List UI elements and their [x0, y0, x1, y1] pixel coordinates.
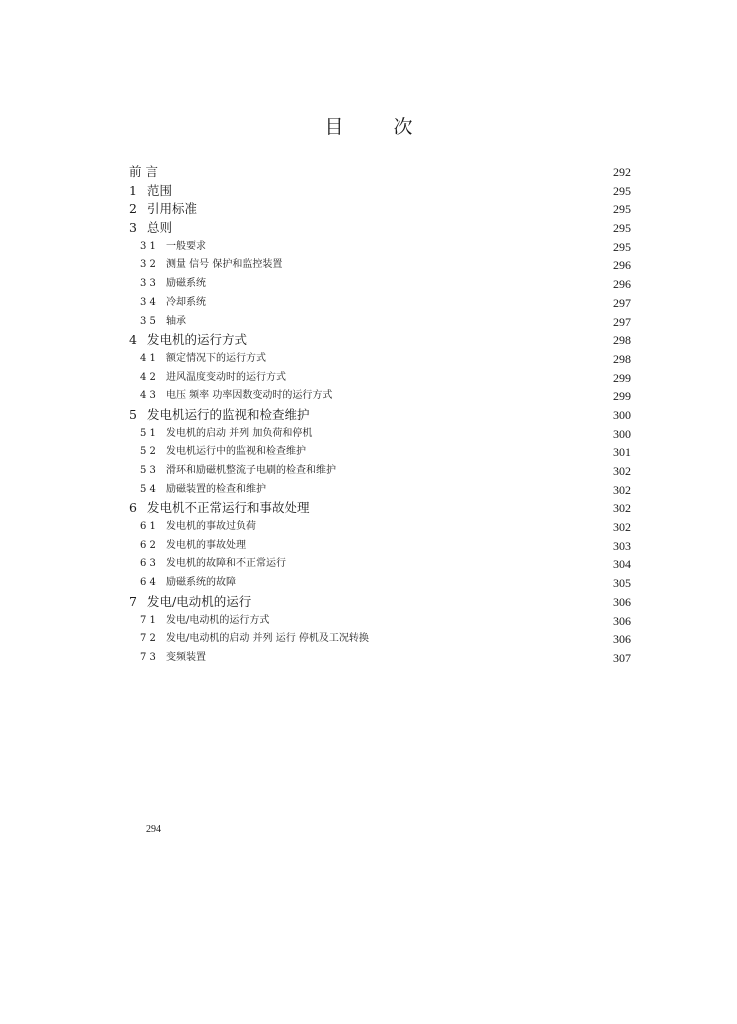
toc-entry-section[interactable]: [128, 630, 631, 649]
toc-entry-title: 励磁系统: [166, 278, 206, 290]
toc-entry-label: [129, 499, 310, 518]
toc-entry-title: 发电机运行的监视和检查维护: [147, 406, 310, 422]
toc-entry-label: [140, 313, 186, 332]
toc-entry-label: [140, 481, 266, 500]
toc-entry-label: [140, 537, 246, 556]
toc-entry-title: 测量 信号 保护和监控装置: [166, 259, 283, 271]
toc-entry-title: 引用标准: [147, 201, 198, 217]
toc-entry-section[interactable]: [128, 612, 631, 631]
toc-entry-number: 7 3: [140, 651, 156, 663]
toc-entry-page-number: 296: [613, 258, 631, 273]
toc-entry-chapter[interactable]: [128, 182, 631, 201]
toc-entry-number: 4 1: [140, 352, 156, 364]
toc-entry-section[interactable]: [128, 425, 631, 444]
toc-entry-label: [129, 219, 172, 238]
toc-entry-title: 发电机的事故处理: [166, 539, 246, 551]
toc-entry-page-number: 292: [613, 165, 631, 179]
toc-entry-number: 7: [129, 593, 137, 609]
toc-entry-number: 5 3: [140, 465, 156, 476]
toc-entry-page-number: 307: [613, 650, 631, 665]
toc-entry-number: 3 5: [140, 315, 156, 327]
toc-entry-title: 发电/电动机的运行: [147, 593, 252, 609]
page-title-char-1: 目: [324, 116, 344, 138]
toc-entry-number: 6 1: [140, 521, 156, 533]
toc-entry-page-number: 296: [613, 277, 631, 292]
toc-entry-label: [140, 612, 269, 631]
toc-entry-label: [140, 294, 206, 313]
toc-entry-section[interactable]: [128, 443, 631, 462]
toc-entry-title: 滑环和励磁机整流子电刷的检查和维护: [166, 465, 336, 476]
toc-entry-number: 7 2: [140, 633, 156, 645]
toc-entry-title: 发电/电动机的启动 并列 运行 停机及工况转换: [166, 633, 369, 645]
toc-entry-chapter[interactable]: [128, 163, 631, 182]
toc-entry-chapter[interactable]: [128, 219, 631, 238]
toc-entry-label: [140, 649, 206, 668]
toc-entry-label: [140, 518, 256, 537]
toc-entry-number: 3 3: [140, 278, 156, 290]
toc-entry-page-number: 302: [613, 520, 631, 535]
toc-entry-chapter[interactable]: [128, 200, 631, 219]
toc-entry-title: 发电机的事故过负荷: [166, 521, 256, 533]
toc-entry-title: 发电机的运行方式: [147, 332, 248, 348]
toc-entry-page-number: 295: [613, 183, 631, 198]
toc-entry-title: 励磁系统的故障: [166, 577, 236, 589]
toc-entry-number: 3 4: [140, 296, 156, 308]
toc-entry-page-number: 302: [613, 482, 631, 497]
toc-entry-page-number: 304: [613, 557, 631, 572]
toc-entry-page-number: 295: [613, 239, 631, 254]
toc-entry-title: 发电机运行中的监视和检查维护: [166, 446, 306, 458]
toc-entry-page-number: 302: [613, 464, 631, 478]
toc-entry-label: [140, 443, 306, 462]
toc-entry-page-number: 300: [613, 426, 631, 441]
toc-entry-page-number: 301: [613, 445, 631, 460]
toc-entry-section[interactable]: [128, 313, 631, 332]
toc-entry-title: 进风温度变动时的运行方式: [166, 371, 286, 383]
toc-entry-page-number: 306: [613, 594, 631, 609]
toc-entry-section[interactable]: [128, 518, 631, 537]
toc-entry-title: 变频装置: [166, 651, 206, 663]
toc-entry-title: 前 言: [129, 164, 158, 179]
toc-entry-chapter[interactable]: [128, 331, 631, 350]
toc-entry-section[interactable]: [128, 555, 631, 574]
toc-entry-page-number: 300: [613, 407, 631, 422]
toc-entry-label: [140, 425, 312, 444]
toc-entry-title: 发电机的启动 并列 加负荷和停机: [166, 427, 313, 439]
toc-entry-section[interactable]: [128, 481, 631, 500]
toc-entry-page-number: 306: [613, 632, 631, 647]
toc-entry-title: 电压 频率 功率因数变动时的运行方式: [166, 390, 333, 402]
toc-entry-title: 额定情况下的运行方式: [166, 352, 266, 364]
toc-entry-page-number: 303: [613, 538, 631, 553]
toc-entry-number: 3: [129, 220, 137, 236]
toc-entry-label: [129, 593, 251, 612]
toc-entry-title: 励磁装置的检查和维护: [166, 483, 266, 495]
toc-entry-title: 冷却系统: [166, 296, 206, 308]
toc-entry-title: 范围: [147, 182, 173, 198]
toc-entry-section[interactable]: [128, 369, 631, 388]
toc-entry-number: 6 3: [140, 558, 156, 570]
toc-entry-number: 6 4: [140, 577, 156, 589]
toc-entry-section[interactable]: [128, 294, 631, 313]
toc-entry-number: 2: [129, 201, 137, 217]
toc-entry-chapter[interactable]: [128, 499, 631, 518]
toc-entry-number: 5: [129, 406, 137, 422]
toc-entry-page-number: 297: [613, 295, 631, 310]
toc-entry-label: [129, 331, 247, 350]
toc-entry-number: 5 4: [140, 483, 156, 495]
toc-entry-number: 5 2: [140, 446, 156, 458]
toc-entry-chapter[interactable]: [128, 593, 631, 612]
toc-entry-label: [129, 200, 197, 219]
toc-entry-section[interactable]: [128, 462, 631, 481]
toc-entry-section[interactable]: [128, 387, 631, 406]
toc-entry-page-number: 297: [613, 314, 631, 329]
toc-entry-section[interactable]: [128, 238, 631, 257]
table-of-contents: [128, 163, 631, 668]
toc-entry-number: 1: [129, 182, 137, 198]
toc-entry-section[interactable]: [128, 537, 631, 556]
toc-entry-title: 发电机的故障和不正常运行: [166, 558, 286, 570]
toc-entry-section[interactable]: [128, 275, 631, 294]
toc-entry-number: 4 3: [140, 390, 156, 402]
toc-entry-section[interactable]: [128, 256, 631, 275]
toc-entry-number: 6 2: [140, 539, 156, 551]
toc-entry-number: 7 1: [140, 614, 156, 626]
toc-entry-label: [140, 369, 286, 388]
toc-entry-page-number: 299: [613, 389, 631, 404]
toc-entry-label: [129, 163, 158, 182]
toc-entry-label: [140, 350, 266, 369]
toc-entry-page-number: 306: [613, 613, 631, 628]
toc-entry-label: [129, 182, 172, 201]
toc-entry-page-number: 295: [613, 202, 631, 217]
toc-entry-title: 发电机不正常运行和事故处理: [147, 500, 310, 516]
toc-entry-page-number: 298: [613, 333, 631, 348]
toc-entry-page-number: 295: [613, 221, 631, 236]
toc-entry-section[interactable]: [128, 649, 631, 668]
toc-entry-title: 一般要求: [166, 240, 206, 252]
toc-entry-page-number: 302: [613, 501, 631, 516]
toc-entry-label: [129, 406, 310, 425]
toc-entry-number: 6: [129, 500, 137, 516]
toc-entry-number: 4: [129, 332, 137, 348]
toc-entry-page-number: 298: [613, 351, 631, 366]
footer-page-number: 294: [146, 824, 161, 835]
toc-entry-number: 3 1: [140, 240, 156, 252]
toc-entry-label: [140, 387, 332, 406]
toc-entry-page-number: 299: [613, 370, 631, 385]
toc-entry-chapter[interactable]: [128, 406, 631, 425]
page-title: [0, 112, 737, 139]
toc-entry-title: 轴承: [166, 315, 186, 327]
toc-entry-label: [140, 462, 336, 481]
toc-entry-label: [140, 574, 236, 593]
toc-entry-label: [140, 630, 369, 649]
toc-entry-number: 5 1: [140, 427, 156, 439]
toc-entry-title: 发电/电动机的运行方式: [166, 614, 270, 626]
toc-entry-page-number: 305: [613, 576, 631, 591]
page-title-char-2: 次: [393, 116, 413, 138]
toc-entry-number: 4 2: [140, 371, 156, 383]
toc-entry-title: 总则: [147, 220, 173, 236]
toc-entry-number: 3 2: [140, 259, 156, 271]
toc-entry-section[interactable]: [128, 574, 631, 593]
toc-entry-label: [140, 555, 286, 574]
toc-entry-section[interactable]: [128, 350, 631, 369]
toc-entry-label: [140, 238, 206, 257]
toc-entry-label: [140, 275, 206, 294]
toc-entry-label: [140, 256, 282, 275]
